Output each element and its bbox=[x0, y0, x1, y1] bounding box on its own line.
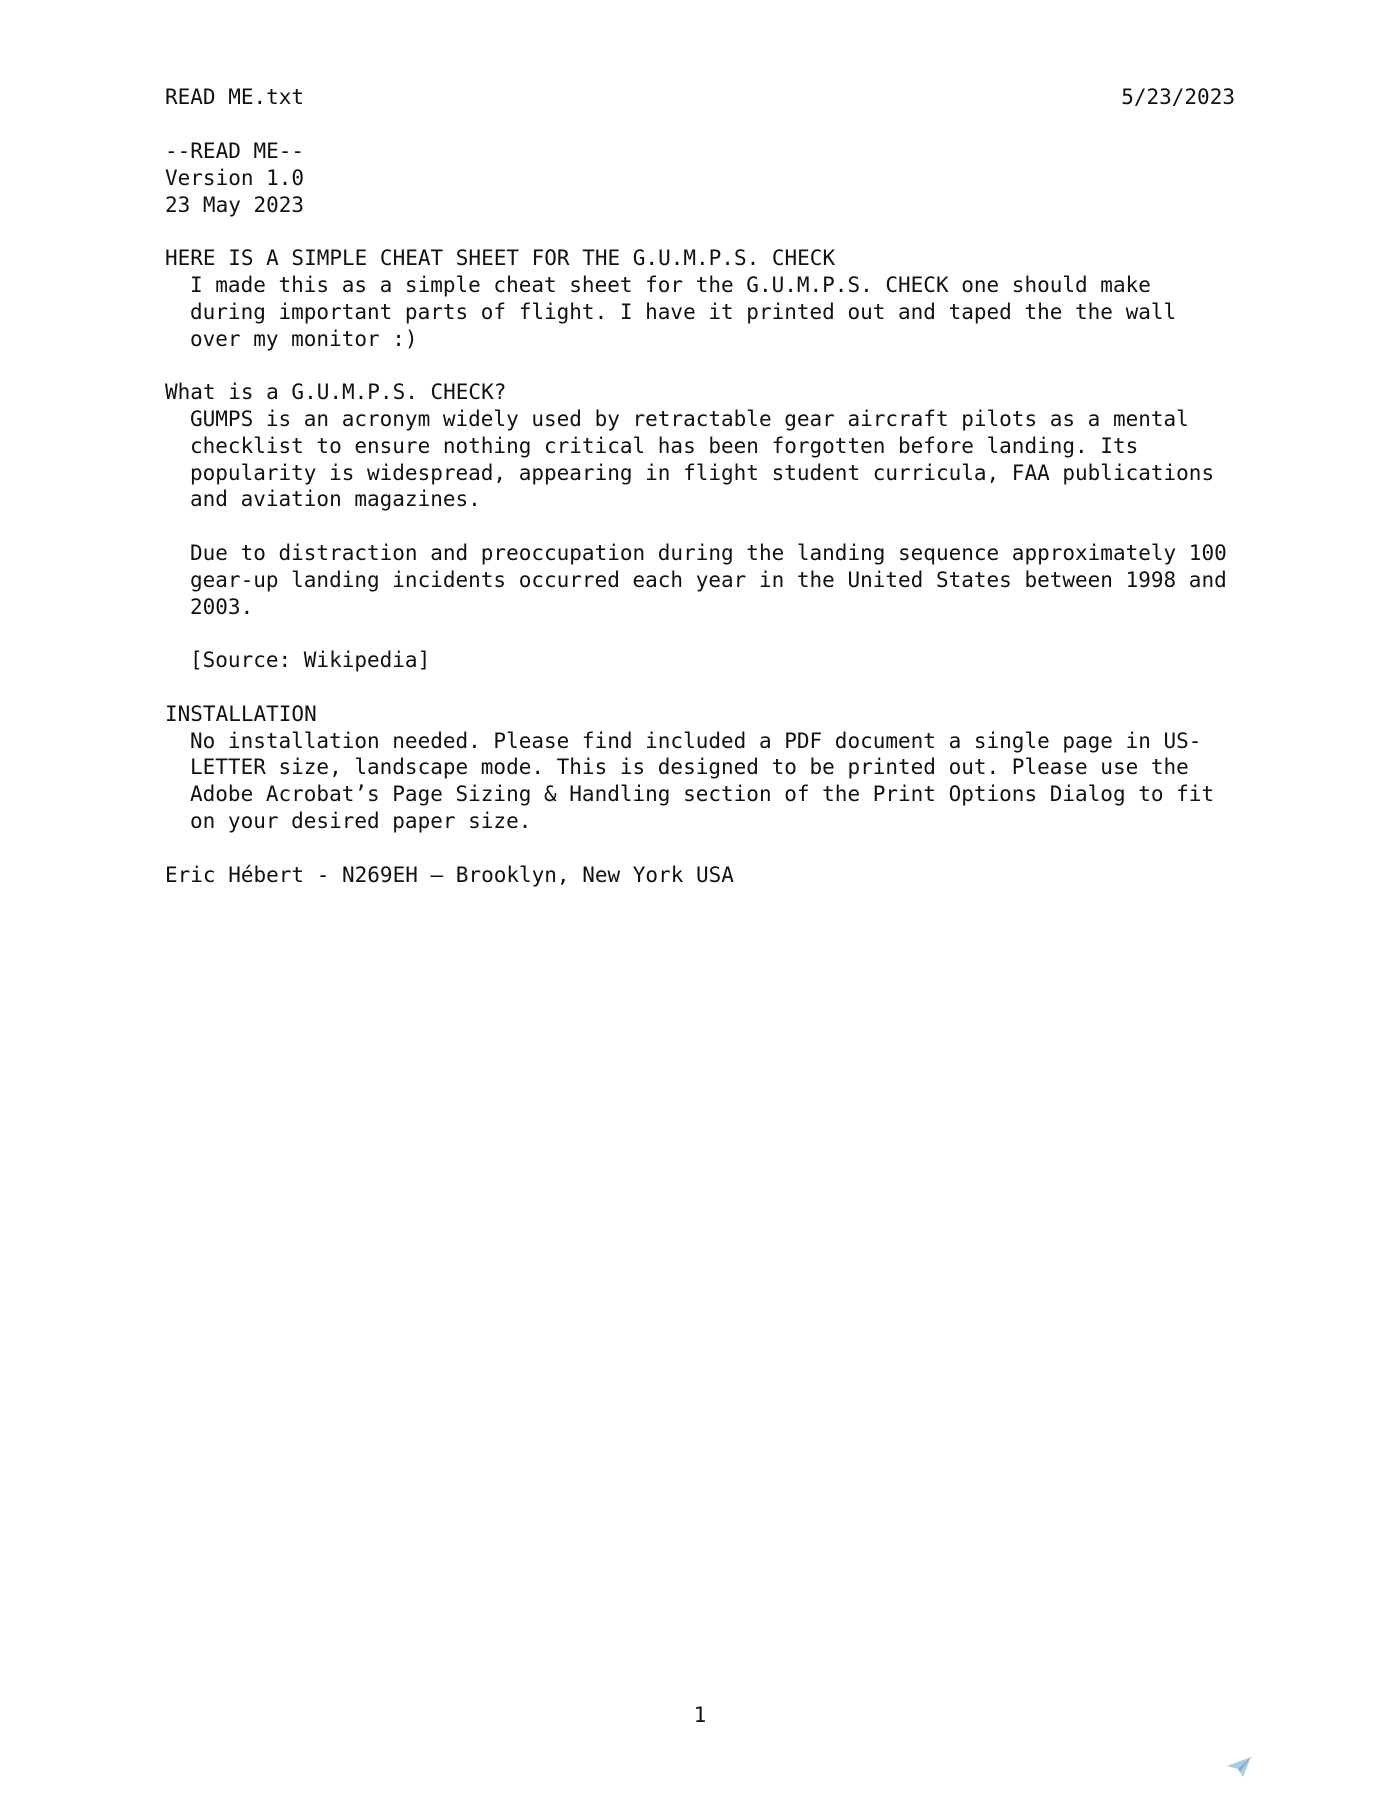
body-line: Due to distraction and preoccupation during the landing sequence approximately 100 bbox=[190, 540, 1227, 565]
version-line: Version 1.0 bbox=[165, 165, 305, 190]
body-line: gear-up landing incidents occurred each year in the United States between 1998 and bbox=[190, 567, 1227, 592]
body-line: GUMPS is an acronym widely used by retractable gear aircraft pilots as a mental bbox=[190, 406, 1189, 431]
page-number: 1 bbox=[693, 1703, 707, 1727]
body-line: over my monitor :) bbox=[190, 326, 418, 351]
body-line: LETTER size, landscape mode. This is designed to be printed out. Please use the bbox=[190, 755, 1189, 780]
body-line: and aviation magazines. bbox=[190, 487, 481, 512]
date-line: 23 May 2023 bbox=[165, 192, 305, 217]
section-heading: HERE IS A SIMPLE CHEAT SHEET FOR THE G.U.M.P.S. CHECK bbox=[165, 246, 836, 271]
spacer bbox=[165, 835, 1240, 862]
signature-line: Eric Hébert - N269EH – Brooklyn, New York USA bbox=[165, 862, 734, 887]
section-heading: INSTALLATION bbox=[165, 701, 317, 726]
section-heading: What is a G.U.M.P.S. CHECK? bbox=[165, 380, 507, 405]
document-body bbox=[165, 138, 1240, 888]
body-line: checklist to ensure nothing critical has been forgotten before landing. Its bbox=[190, 433, 1139, 458]
spacer bbox=[165, 352, 1240, 379]
body-line: Adobe Acrobat’s Page Sizing & Handling section of the Print Options Dialog to fit bbox=[190, 782, 1215, 807]
body-line: No installation needed. Please find included a PDF document a single page in US- bbox=[190, 728, 1202, 753]
paper-plane-icon bbox=[1226, 1756, 1252, 1778]
spacer bbox=[165, 513, 1240, 540]
spacer bbox=[165, 620, 1240, 647]
spacer bbox=[165, 674, 1240, 701]
header-date: 5/23/2023 bbox=[1121, 85, 1235, 109]
header-filename: READ ME.txt bbox=[165, 85, 305, 109]
spacer bbox=[165, 218, 1240, 245]
page-header bbox=[165, 84, 1235, 111]
source-line: [Source: Wikipedia] bbox=[190, 648, 431, 673]
body-line: I made this as a simple cheat sheet for the G.U.M.P.S. CHECK one should make bbox=[190, 272, 1151, 297]
body-line: popularity is widespread, appearing in flight student curricula, FAA publications bbox=[190, 460, 1215, 485]
body-line: on your desired paper size. bbox=[190, 808, 532, 833]
body-line: 2003. bbox=[190, 594, 254, 619]
readme-title: --READ ME-- bbox=[165, 139, 305, 163]
body-line: during important parts of flight. I have it printed out and taped the the wall bbox=[190, 299, 1177, 324]
